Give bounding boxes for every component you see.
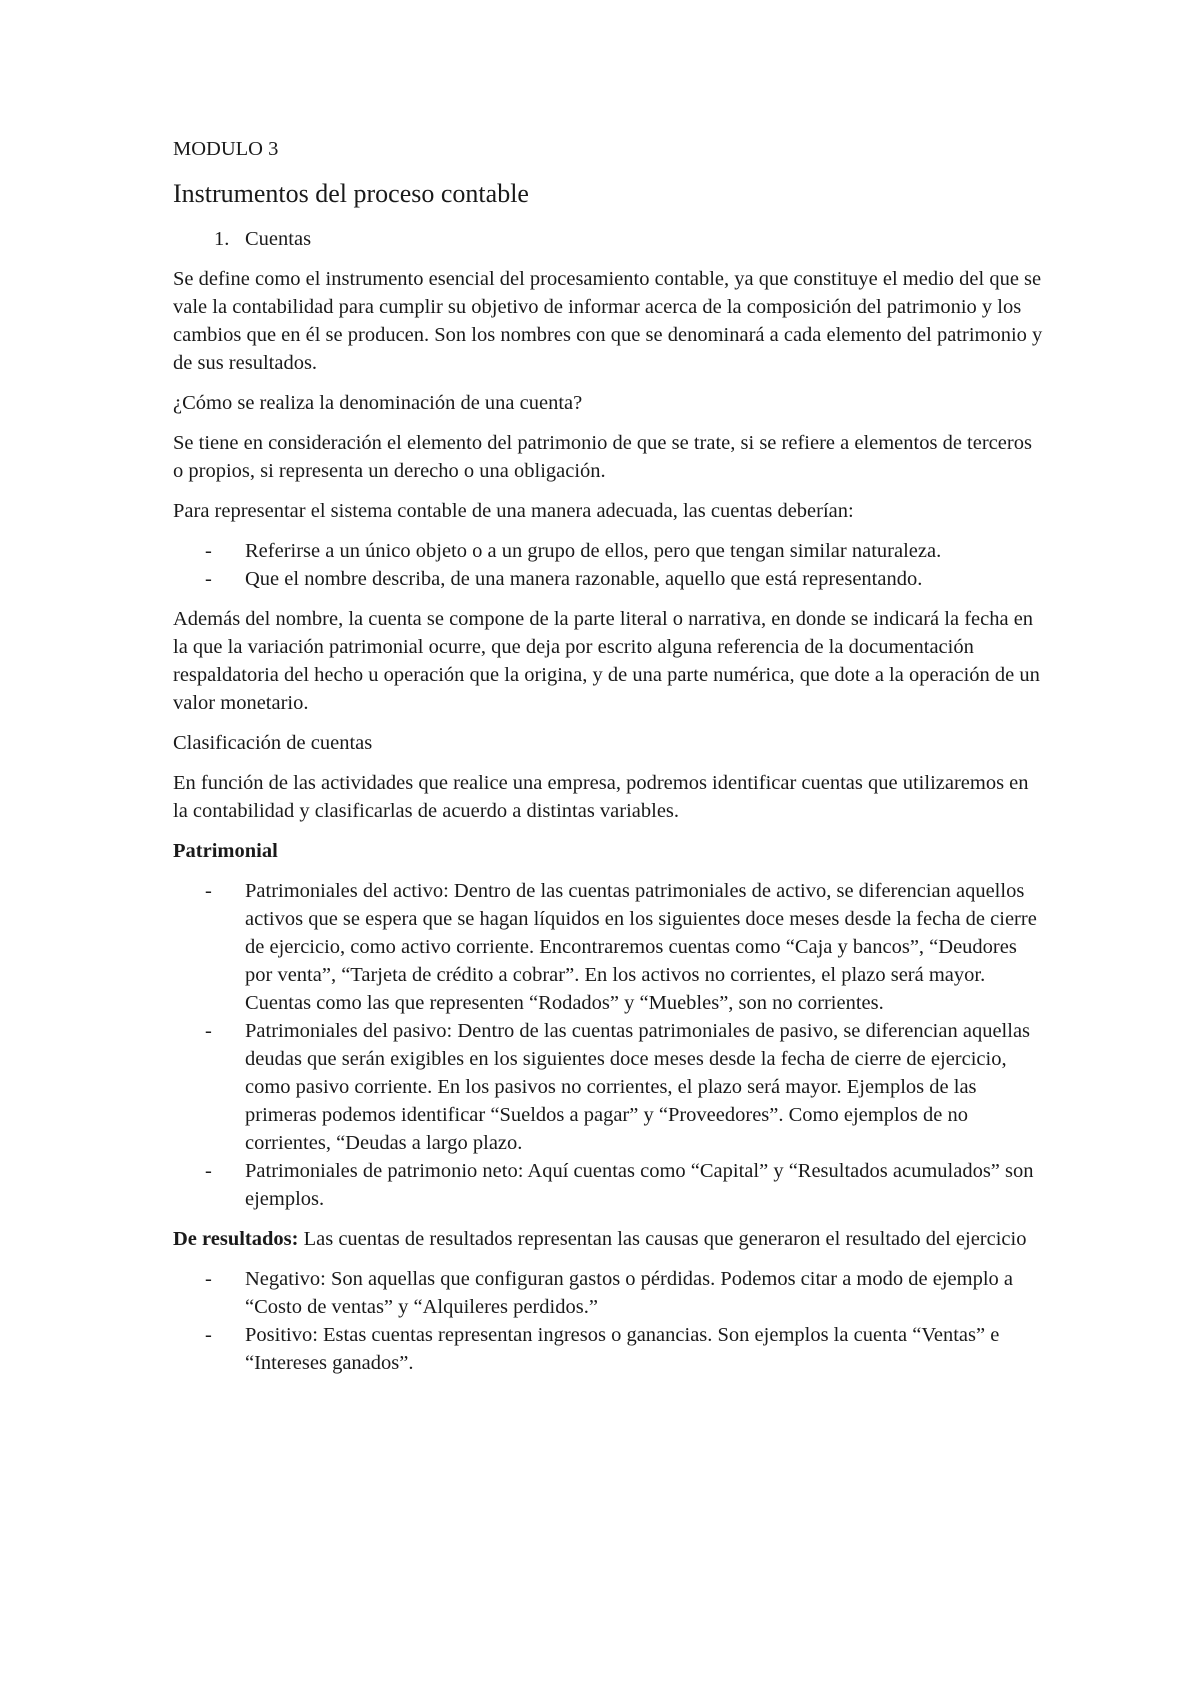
list-item-text: Negativo: Son aquellas que configuran gastos o pérdidas. Podemos citar a modo de ejemplo a “Costo de ventas” y “Alquileres perdidos.” xyxy=(245,1268,1013,1318)
paragraph-definition: Se define como el instrumento esencial del procesamiento contable, ya que constituye el medio del que se vale la contabilidad para cumplir su objetivo de informar acerca de la composición del patrimonio y los cambios que en él se producen. Son los nombres con que se denominará a cada elemento del patrimonio y de sus resultados. xyxy=(173,268,1043,374)
document-page xyxy=(173,135,1045,1389)
list-item xyxy=(173,537,1045,565)
list-item xyxy=(173,565,1045,593)
paragraph-consideration: Se tiene en consideración el elemento del patrimonio de que se trate, si se refiere a elementos de terceros o propios, si representa un derecho o una obligación. xyxy=(173,432,1032,482)
list-item xyxy=(173,1017,1045,1157)
list-item-text: Patrimoniales del activo: Dentro de las cuentas patrimoniales de activo, se diferencian aquellos activos que se espera que se hagan líquidos en los siguientes doce meses desde la fecha de cierre de ejercicio, como activo corriente. Encontraremos cuentas como “Caja y bancos”, “Deudores por venta”, “Tarjeta de crédito a cobrar”. En los activos no corrientes, el plazo será mayor. Cuentas como las que representen “Rodados” y “Muebles”, son no corrientes. xyxy=(245,880,1037,1014)
patrimonial-list xyxy=(173,877,1045,1213)
paragraph-represent: Para representar el sistema contable de una manera adecuada, las cuentas deberían: xyxy=(173,500,854,522)
dash-bullet: - xyxy=(205,1324,212,1346)
paragraph-question: ¿Cómo se realiza la denominación de una cuenta? xyxy=(173,392,583,414)
dash-bullet: - xyxy=(205,1020,212,1042)
list-item xyxy=(173,1321,1045,1377)
resultados-label: De resultados: xyxy=(173,1228,299,1250)
module-label: MODULO 3 xyxy=(173,138,279,160)
document-title: Instrumentos del proceso contable xyxy=(173,179,529,208)
section-label: Cuentas xyxy=(245,228,312,250)
list-item xyxy=(173,1265,1045,1321)
heading-patrimonial: Patrimonial xyxy=(173,840,278,862)
paragraph-resultados xyxy=(173,1225,1045,1253)
list-item-text: Referirse a un único objeto o a un grupo de ellos, pero que tengan similar naturaleza. xyxy=(245,540,942,562)
list-item-text: Patrimoniales del pasivo: Dentro de las cuentas patrimoniales de pasivo, se diferencian aquellas deudas que serán exigibles en los siguientes doce meses desde la fecha de cierre de ejercicio, como pasivo corriente. En los pasivos no corrientes, el plazo será mayor. Ejemplos de las primeras podemos identificar “Sueldos a pagar” y “Proveedores”. Como ejemplos de no corrientes, “Deudas a largo plazo. xyxy=(245,1020,1031,1154)
list-item-text: Positivo: Estas cuentas representan ingresos o ganancias. Son ejemplos la cuenta “Ventas” e “Intereses ganados”. xyxy=(245,1324,1000,1374)
resultados-list xyxy=(173,1265,1045,1377)
dash-bullet: - xyxy=(205,540,212,562)
dash-bullet: - xyxy=(205,1160,212,1182)
list-item xyxy=(173,877,1045,1017)
resultados-text: Las cuentas de resultados representan las causas que generaron el resultado del ejercicio xyxy=(298,1228,1027,1250)
paragraph-funcion: En función de las actividades que realice una empresa, podremos identificar cuentas que utilizaremos en la contabilidad y clasificarlas de acuerdo a distintas variables. xyxy=(173,772,1029,822)
numbered-list xyxy=(173,225,1045,253)
paragraph-clasificacion: Clasificación de cuentas xyxy=(173,732,373,754)
section-item-cuentas xyxy=(173,225,1045,253)
dash-bullet: - xyxy=(205,880,212,902)
list-number: 1. xyxy=(214,228,230,250)
dash-bullet: - xyxy=(205,568,212,590)
list-item xyxy=(173,1157,1045,1213)
paragraph-ademas: Además del nombre, la cuenta se compone de la parte literal o narrativa, en donde se indicará la fecha en la que la variación patrimonial ocurre, que deja por escrito alguna referencia de la documentación respaldatoria del hecho u operación que la origina, y de una parte numérica, que dote a la operación de un valor monetario. xyxy=(173,608,1040,714)
requirements-list xyxy=(173,537,1045,593)
dash-bullet: - xyxy=(205,1268,212,1290)
list-item-text: Patrimoniales de patrimonio neto: Aquí cuentas como “Capital” y “Resultados acumulados” son ejemplos. xyxy=(245,1160,1034,1210)
list-item-text: Que el nombre describa, de una manera razonable, aquello que está representando. xyxy=(245,568,923,590)
